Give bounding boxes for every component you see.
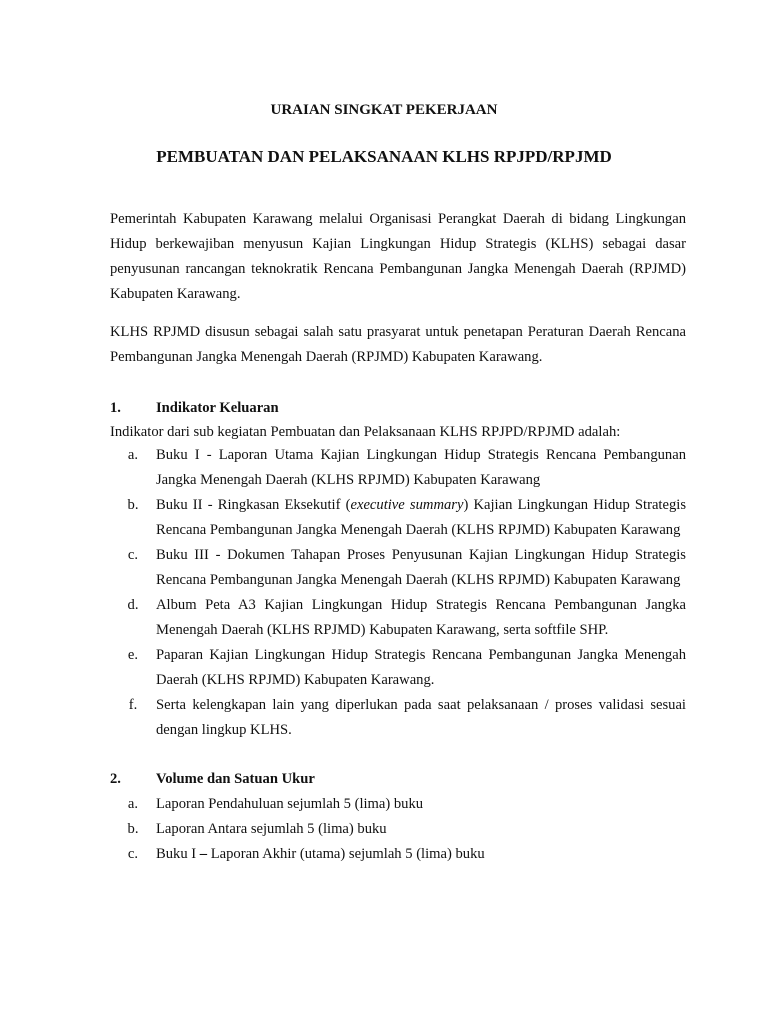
section-1-heading xyxy=(110,396,686,421)
list-item-text: Laporan Antara sejumlah 5 (lima) buku xyxy=(156,821,387,837)
list-item-text: Album Peta A3 Kajian Lingkungan Hidup Strategis Rencana Pembangunan Jangka Menengah Daerah (KLHS RPJMD) Kabupaten Karawang, serta softfile SHP. xyxy=(156,597,686,638)
intro-paragraph-2: KLHS RPJMD disusun sebagai salah satu prasyarat untuk penetapan Peraturan Daerah Rencana Pembangunan Jangka Menengah Daerah (RPJMD) Kabupaten Karawang. xyxy=(110,324,686,365)
list-item-text-dash: – xyxy=(199,846,208,862)
document-title: URAIAN SINGKAT PEKERJAAN xyxy=(270,102,498,118)
list-item xyxy=(110,543,686,593)
intro-paragraph-1: Pemerintah Kabupaten Karawang melalui Organisasi Perangkat Daerah di bidang Lingkungan Hidup berkewajiban menyusun Kajian Lingkungan Hidup Strategis (KLHS) sebagai dasar penyusunan rancangan teknokratik Rencana Pembangunan Jangka Menengah Daerah (RPJMD) Kabupaten Karawang. xyxy=(110,211,686,302)
list-item xyxy=(110,693,686,743)
list-item xyxy=(110,792,686,817)
section-1-intro: Indikator dari sub kegiatan Pembuatan dan Pelaksanaan KLHS RPJPD/RPJMD adalah: xyxy=(110,424,621,440)
list-item xyxy=(110,493,686,543)
list-item xyxy=(110,593,686,643)
list-item-label: e. xyxy=(127,647,139,663)
list-item-text xyxy=(156,493,686,543)
list-item xyxy=(110,443,686,493)
list-item xyxy=(110,817,686,842)
list-item-label: a. xyxy=(127,447,139,463)
list-item-text: Buku I - Laporan Utama Kajian Lingkungan Hidup Strategis Rencana Pembangunan Jangka Menengah Daerah (KLHS RPJMD) Kabupaten Karawang xyxy=(156,447,686,488)
indicator-list xyxy=(110,443,686,743)
list-item-text-start: Buku I xyxy=(156,846,200,862)
section-2-title: Volume dan Satuan Ukur xyxy=(156,771,315,787)
list-item-label: f. xyxy=(128,697,138,713)
list-item-text-start: Buku II - Ringkasan Eksekutif ( xyxy=(156,497,351,513)
list-item xyxy=(110,842,686,867)
section-1-number: 1. xyxy=(110,400,121,416)
section-1-title: Indikator Keluaran xyxy=(156,400,279,416)
section-2-number: 2. xyxy=(110,771,121,787)
list-item-label: c. xyxy=(127,547,139,563)
list-item xyxy=(110,643,686,693)
list-item-label: b. xyxy=(127,821,139,837)
list-item-text: Paparan Kajian Lingkungan Hidup Strategis Rencana Pembangunan Jangka Menengah Daerah (KLHS RPJMD) Kabupaten Karawang. xyxy=(156,647,686,688)
list-item-text: Laporan Pendahuluan sejumlah 5 (lima) buku xyxy=(156,796,424,812)
list-item-text: Serta kelengkapan lain yang diperlukan pada saat pelaksanaan / proses validasi sesuai dengan lingkup KLHS. xyxy=(156,697,686,738)
list-item-text-end: Laporan Akhir (utama) sejumlah 5 (lima) buku xyxy=(207,846,485,862)
list-item-label: c. xyxy=(127,846,139,862)
list-item-text: Buku III - Dokumen Tahapan Proses Penyusunan Kajian Lingkungan Hidup Strategis Rencana Pembangunan Jangka Menengah Daerah (KLHS RPJMD) Kabupaten Karawang xyxy=(156,547,686,588)
list-item-text-end: ) Kajian Lingkungan Hidup Strategis Rencana Pembangunan Jangka Menengah Daerah (KLHS RPJMD) Kabupaten Karawang xyxy=(156,497,686,538)
volume-list xyxy=(110,792,686,867)
document-body xyxy=(110,207,686,867)
list-item-label: d. xyxy=(127,597,139,613)
list-item-label: b. xyxy=(127,497,139,513)
section-2-heading xyxy=(110,767,686,792)
list-item-text-italic: executive summary xyxy=(350,497,464,513)
list-item-label: a. xyxy=(127,796,139,812)
list-item-text xyxy=(156,842,686,867)
document-subtitle: PEMBUATAN DAN PELAKSANAAN KLHS RPJPD/RPJMD xyxy=(156,147,612,166)
